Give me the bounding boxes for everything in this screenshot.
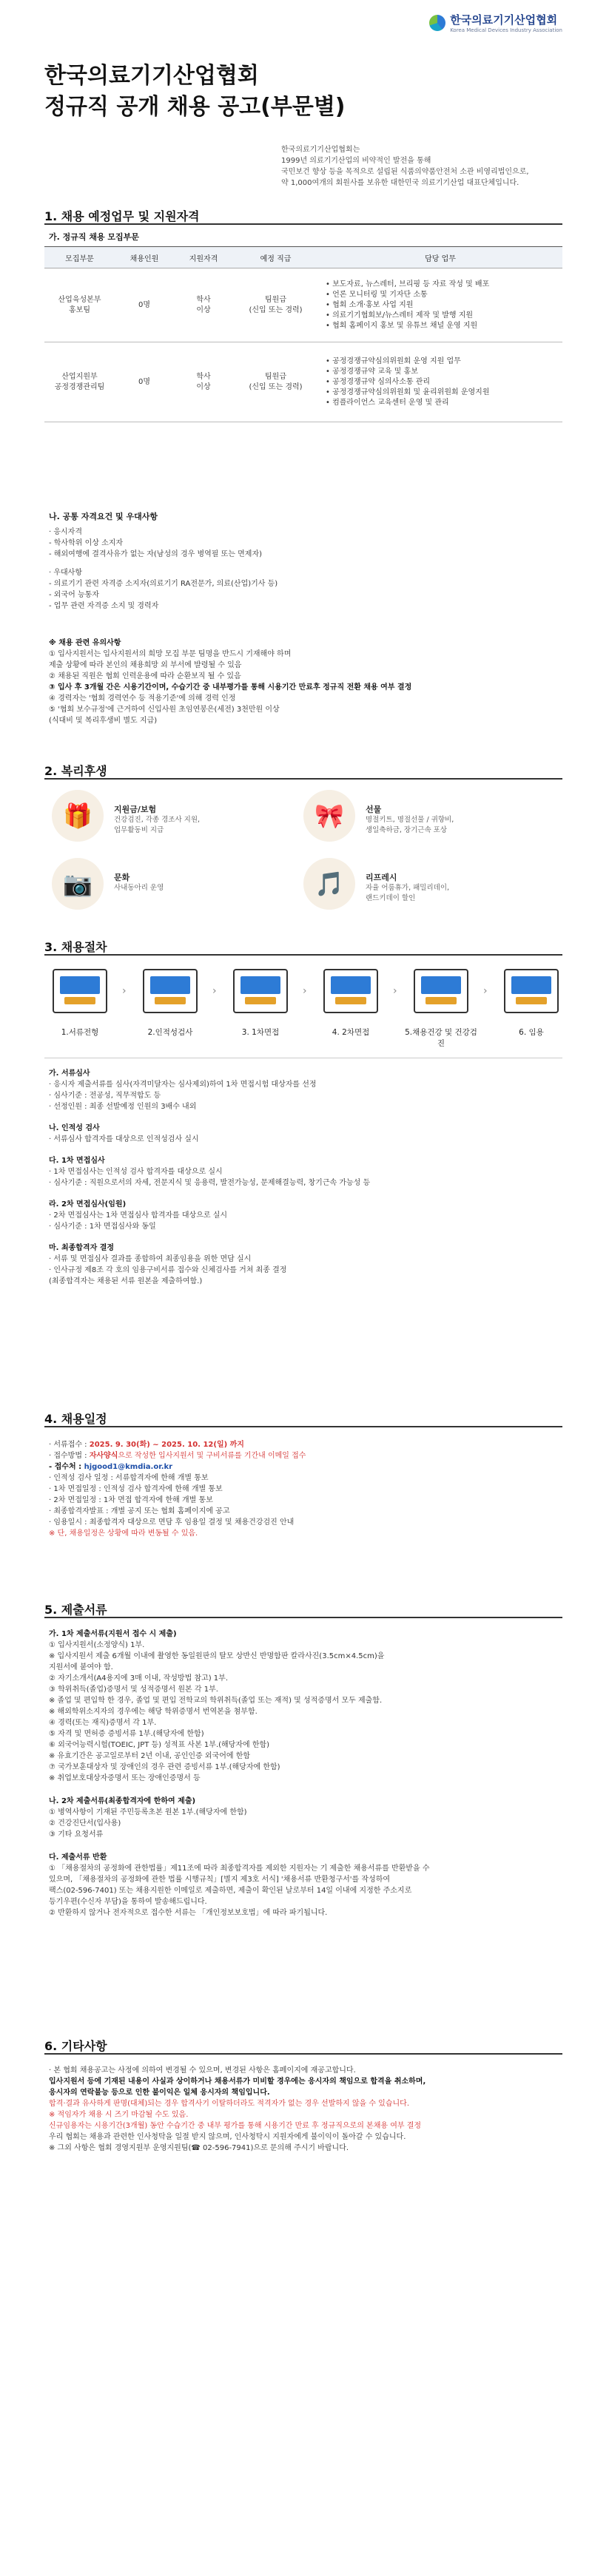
duty-item: • 공정경쟁규약 심의사소통 관리 [326,377,431,386]
section-3-title: 3. 채용절차 [44,940,107,954]
benefit-title: 문화 [114,873,130,882]
note-line: 신규임용자는 시용기간(3개월) 동안 수습기간 중 내부 평가를 통해 시용기간 만료 후 정규직으로의 본채용 여부 결정 [49,2122,422,2130]
step-label: 6. 임용 [519,1028,544,1037]
present-icon: 🎀 [303,790,355,842]
schedule-line: · 최종합격자발표 : 개별 공지 또는 협회 홈페이지에 공고 [49,1507,230,1515]
music-note-icon: 🎵 [303,858,355,910]
note-line: · 본 협회 채용공고는 사정에 의하여 변경될 수 있으며, 변경된 사항은 홈페이지에 재공고합니다. [49,2066,356,2075]
process-step [223,969,297,1038]
logo-name-ko: 한국의료기기산업협회 [450,13,558,27]
process-step [314,969,388,1038]
divider [44,2053,562,2055]
benefit-item [52,858,289,910]
page-title [44,61,346,123]
duty-item: • 보도자료, 뉴스레터, 브리핑 등 자료 작성 및 배포 [326,280,490,288]
notice-line: ④ 경력자는 '협회 경력연수 등 적용기준'에 의해 경력 인정 [49,694,236,703]
logo-name-en: Korea Medical Devices Industry Association [450,27,562,33]
doc-line: ⑦ 국가보훈대상자 및 장애인의 경우 관련 증빙서류 1부.(해당자에 한함) [49,1763,280,1771]
schedule-line: · 임용일시 : 최종합격자 대상으로 면담 후 임용일 결정 및 채용건강검진 안내 [49,1518,295,1527]
benefit-desc: 건강검진, 각종 경조사 지원, [114,816,201,824]
form-type: 자사양식 [89,1452,118,1460]
step-label: 1.서류전형 [61,1028,99,1037]
section-5-title: 5. 제출서류 [44,1603,107,1617]
note-line: 입사지원서 등에 기재된 내용이 사실과 상이하거나 채용서류가 미비할 경우에는 응시자의 책임으로 합격을 취소하며, [49,2078,426,2086]
dept: 산업지원부 [61,372,98,381]
common-qualifications [49,527,559,612]
doc-line: 팩스(02-596-7401) 또는 채용지원한 이메일로 제출하면, 제출이 확인된 날로부터 14일 이내에 지정한 주소지로 [49,1887,412,1895]
step-label: 3. 1차면접 [241,1028,280,1037]
jobs-table-header [44,247,562,268]
arrow-right-icon: › [303,985,307,997]
duty-item: • 의료기기협회보/뉴스레터 제작 및 발행 지원 [326,311,474,320]
intro-line: 국민보건 향상 등을 목적으로 설립된 식품의약품안전처 소관 비영리법인으로, [281,168,529,176]
table-row [44,342,562,422]
note-line: 우리 협회는 채용과 관련한 인사청탁을 일절 받지 않으며, 인사청탁시 지원자에게 불이익이 돌아갈 수 있습니다. [49,2133,406,2141]
dept: 산업육성본부 [58,295,101,304]
step-label: 4. 2차면접 [332,1028,370,1037]
meeting-icon [323,969,378,1013]
process-step [404,969,478,1049]
block-line: · 심사기준 : 1차 면접심사와 동일 [49,1223,156,1231]
doc-line: ② 자기소개서(A4용지에 3매 이내, 작성방법 참고) 1부. [49,1674,229,1683]
col-header: 지원자격 [174,247,233,268]
qual-line: · 우대사항 [49,569,82,577]
note-line: ※ 그외 사항은 협회 경영지원부 운영지원팀(☎ 02-596-7941)으로 문의해 주시기 바랍니다. [49,2144,349,2152]
dept: 홍보팀 [69,305,90,314]
grade: (신입 또는 경력) [249,305,303,314]
qual: 학사 [196,372,211,381]
block-head: 나. 2차 제출서류(최종합격자에 한하여 제출) [49,1797,196,1805]
block-line: · 서류 및 면접심사 결과를 종합하여 최종임용을 위한 면담 실시 [49,1255,252,1263]
block-line: · 응시자 제출서류를 심사(자격미달자는 심사제외)하여 1차 면접시험 대상자를 선정 [49,1081,317,1089]
schedule-note: ※ 단, 채용일정은 상황에 따라 변동될 수 있음. [49,1529,198,1538]
schedule-details [49,1439,559,1539]
benefit-desc: 랜드키데이 할인 [366,894,416,902]
process-step [133,969,207,1038]
section-1-title: 1. 채용 예정업무 및 지원자격 [44,209,200,223]
benefit-title: 지원금/보험 [114,805,157,814]
jobs-table [44,246,562,422]
intro-line: 한국의료기기산업협회는 [281,146,360,154]
process-step [43,969,117,1038]
doc-line: ※ 유효기간은 공고일로부터 2년 이내, 공인인증 외국어에 한함 [49,1752,251,1760]
intro-text [281,144,562,189]
section-1-sub-a: 가. 정규직 채용 모집부문 [49,232,139,242]
block-head: 마. 최종합격자 결정 [49,1244,115,1252]
notice-line: (식대비 및 복리후생비 별도 지급) [49,717,158,725]
logo-mark-icon [429,15,445,31]
doc-line: ④ 경력(또는 재직)증명서 각 1부. [49,1719,157,1727]
qual-line: - 해외여행에 결격사유가 없는 자(남성의 경우 병역필 또는 면제자) [49,550,263,558]
section-1-sub-b: 나. 공통 자격요건 및 우대사항 [49,512,158,521]
gift-box-icon: 🎁 [52,790,104,842]
arrow-right-icon: › [483,985,488,997]
duty-item: • 협회 홈페이지 홍보 및 유튜브 채널 운영 지원 [326,321,478,330]
block-head: 가. 서류심사 [49,1069,90,1078]
note-line: ※ 적임자가 채용 시 즈기 마감될 수도 있음. [49,2111,189,2119]
application-period: 2025. 9. 30(화) ~ 2025. 10. 12(일) 까지 [89,1441,244,1449]
page-title-line1: 한국의료기기산업협회 [44,63,259,89]
other-notes [49,2065,559,2154]
doc-line: ③ 학위취득(졸업)증명서 및 성적증명서 원본 각 1부. [49,1686,218,1694]
schedule-line: · 1차 면접일정 : 인적성 검사 합격자에 한해 개별 통보 [49,1485,223,1493]
note-line: 응시자의 연락불능 등으로 인한 불이익은 일체 응시자의 책임입니다. [49,2089,270,2097]
doc-line: ② 반환하지 않거나 전자적으로 접수한 서류는 「개인정보보호법」에 따라 파기됩니다. [49,1909,328,1917]
benefit-desc: 사내동아리 운영 [114,884,164,892]
notice-line: ① 입사지원서는 입사지원서의 희망 모집 부문 팀명을 반드시 기재해야 하며 [49,650,292,658]
schedule-label: - 접수처 : [49,1463,84,1471]
divider [44,223,562,225]
doc-line: ※ 해외학위소지자의 경우에는 해당 학위증명서 번역본을 첨부함. [49,1708,258,1716]
doc-line: ※ 졸업 및 편입학 한 경우, 졸업 및 편입 전학교의 학위취득(졸업 또는 재적) 및 성적증명서 모두 제출함. [49,1697,383,1705]
note-line: 합격·결과 유사하게 판명(대체)되는 경우 합격사기 이탈하더라도 적격자가 없는 경우 선발하지 않을 수 있습니다. [49,2100,410,2108]
qual: 학사 [196,295,211,304]
qual-line: - 외국어 능통자 [49,591,99,599]
kmdia-logo [429,12,562,33]
count: 0명 [115,268,174,342]
grade: (신입 또는 경력) [249,382,303,391]
doc-line: ※ 취업보호대상자증명서 또는 장애인증명서 등 [49,1774,201,1782]
benefit-desc: 생일축하금, 장기근속 포상 [366,826,448,834]
benefit-desc: 업무활동비 지급 [114,826,164,834]
arrow-right-icon: › [122,985,127,997]
block-head: 다. 1차 면접심사 [49,1157,105,1165]
divider [44,1617,562,1618]
block-line: · 서류심사 합격자를 대상으로 인적성검사 실시 [49,1135,199,1143]
briefcase-icon [504,969,559,1013]
intro-line: 약 1,000여개의 회원사를 보유한 대한민국 의료기기산업 대표단체입니다. [281,179,519,187]
benefit-title: 리프레시 [366,873,397,882]
duty-item: • 공정경쟁규약심의위원회 운영 지원 업무 [326,356,461,365]
qual-line: - 업무 관련 자격증 소지 및 경력자 [49,602,159,610]
hiring-notices [49,638,559,726]
section-2-title: 2. 복리후생 [44,764,107,778]
qual-line: - 의료기기 관련 자격증 소지자(의료기기 RA전문가, 의료(산업)기사 등) [49,580,278,588]
block-head: 나. 인적성 검사 [49,1124,100,1132]
divider [44,1426,562,1427]
doc-line: 등기우편(수신자 부담)을 통하여 발송해드립니다. [49,1898,207,1906]
notice-line: 제출 상황에 따라 본인의 채용희망 외 부서에 발령될 수 있음 [49,661,242,669]
section-6-title: 6. 기타사항 [44,2039,107,2053]
schedule-line: · 인적성 검사 일정 : 서류합격자에 한해 개별 통보 [49,1474,209,1482]
block-head: 가. 1차 제출서류(지원서 접수 시 제출) [49,1630,177,1638]
doc-line: 있으며, 「채용절차의 공정화에 관한 법률 시행규칙」[별지 제3호 서식] '채용서류 반환청구서'를 작성하여 [49,1876,391,1884]
intro-line: 1999년 의료기기산업의 비약적인 발전을 통해 [281,157,431,165]
block-head: 다. 제출서류 반환 [49,1853,107,1862]
benefit-title: 선물 [366,805,382,814]
qual: 이상 [196,382,211,391]
doc-line: ③ 기타 요청서류 [49,1830,104,1839]
doc-line: ② 건강진단서(입사용) [49,1819,121,1828]
qual: 이상 [196,305,211,314]
grade: 팀원급 [265,295,286,304]
document-screen-icon [53,969,107,1013]
duty-item: • 공정경쟁규약 교육 및 홍보 [326,367,418,376]
schedule-label: · 서류접수 : [49,1441,90,1449]
health-check-icon [414,969,468,1013]
benefit-desc: 명절키트, 명절선물 / 귀향비, [366,816,454,824]
checklist-icon [143,969,198,1013]
qual-line: · 응시자격 [49,528,82,536]
divider [44,778,562,780]
notice-line: ③ 입사 후 3개월 간은 시용기간이며, 수습기간 중 내부평가를 통해 시용기간 만료후 정규직 전환 채용 여부 결정 [49,683,412,692]
required-documents [49,1629,559,1919]
arrow-right-icon: › [393,985,397,997]
block-line: · 인사규정 제8조 각 호의 임용구비서류 접수와 신체검사를 거쳐 최종 결정 [49,1266,287,1274]
arrow-right-icon: › [212,985,217,997]
qual-line [49,560,559,567]
table-row [44,268,562,342]
doc-line: 지원서에 붙여야 함. [49,1663,113,1671]
duty-item: • 컴플라이언스 교육센터 운영 및 관리 [326,398,449,407]
col-header: 담당 업무 [318,247,562,268]
doc-line: ① 입사지원서(소정양식) 1부. [49,1641,145,1649]
benefit-item [303,790,540,842]
benefit-item [52,790,289,842]
divider [44,954,562,956]
notice-line: ② 채용된 직원은 협회 인력운용에 따라 순환보직 될 수 있음 [49,672,241,680]
doc-line: ⑤ 자격 및 면허증 증빙서류 1부.(해당자에 한함) [49,1730,204,1738]
duty-item: • 공정경쟁규약심의위원회 및 윤리위원회 운영지원 [326,388,490,396]
grade: 팀원급 [265,372,286,381]
doc-line: ① 「채용절차의 공정화에 관한법률」제11조에 따라 최종합격자를 제외한 지원자는 기 제출한 채용서류를 반환받을 수 [49,1865,430,1873]
count: 0명 [115,342,174,422]
block-line: · 심사기준 : 전공성, 직무적합도 등 [49,1092,161,1100]
duty-item: • 언론 모니터링 및 기자단 소통 [326,290,428,299]
notice-title: ※ 채용 관련 유의사항 [49,639,121,647]
qual-line: - 학사학위 이상 소지자 [49,539,124,547]
doc-line: ※ 입사지원서 제출 6개월 이내에 촬영한 동일원판의 탈모 상반신 반명함판 칼라사진(3.5cm×4.5cm)을 [49,1652,385,1660]
dept: 공정경쟁관리팀 [54,382,105,391]
page-title-line2: 정규직 공개 채용 공고(부문별) [44,94,346,120]
section-4-title: 4. 채용일정 [44,1412,107,1426]
schedule-label: · 접수방법 : [49,1452,90,1460]
doc-line: ① 병역사항이 기재된 주민등록초본 원본 1부.(해당자에 한함) [49,1808,247,1816]
benefit-item [303,858,540,910]
process-step [494,969,568,1038]
camera-icon: 📷 [52,858,104,910]
process-details [49,1068,559,1287]
block-line: · 1차 면접심사는 인적성 검사 합격자를 대상으로 실시 [49,1168,223,1176]
step-label: 2.인적성검사 [147,1028,193,1037]
block-line: · 심사기준 : 직원으로서의 자세, 전문지식 및 응용력, 발전가능성, 문제해결능력, 창기근속 가능성 등 [49,1179,371,1187]
step-label: 5.채용건강 및 건강검진 [405,1028,477,1048]
benefit-desc: 자율 어룸휴가, 패밀리데이, [366,884,450,892]
duty-item: • 협회 소개·홍보 사업 지원 [326,300,414,309]
application-email[interactable]: hjgood1@kmdia.or.kr [84,1463,173,1471]
col-header: 예정 직급 [233,247,318,268]
block-line: · 2차 면접심사는 1차 면접심사 합격자를 대상으로 실시 [49,1211,228,1220]
col-header: 채용인원 [115,247,174,268]
block-line: · 선정인원 : 최종 선발예정 인원의 3배수 내외 [49,1103,197,1111]
notice-line: ⑤ '협회 보수규정'에 근거하여 신입사원 초임연봉은(세전) 3천만원 이상 [49,706,280,714]
application-method: 으로 작성한 입사지원서 및 구비서류를 기간내 이메일 접수 [118,1452,306,1460]
block-line: (최종합격자는 채용된 서류 원본을 제출하여함.) [49,1277,203,1285]
video-interview-icon [233,969,288,1013]
schedule-line: · 2차 면접일정 : 1차 면접 합격자에 한해 개별 통보 [49,1496,213,1504]
block-head: 라. 2차 면접심사(임원) [49,1200,127,1208]
col-header: 모집부문 [44,247,115,268]
doc-line: ⑥ 외국어능력시험(TOEIC, JPT 등) 성적표 사본 1부.(해당자에 한함) [49,1741,270,1749]
